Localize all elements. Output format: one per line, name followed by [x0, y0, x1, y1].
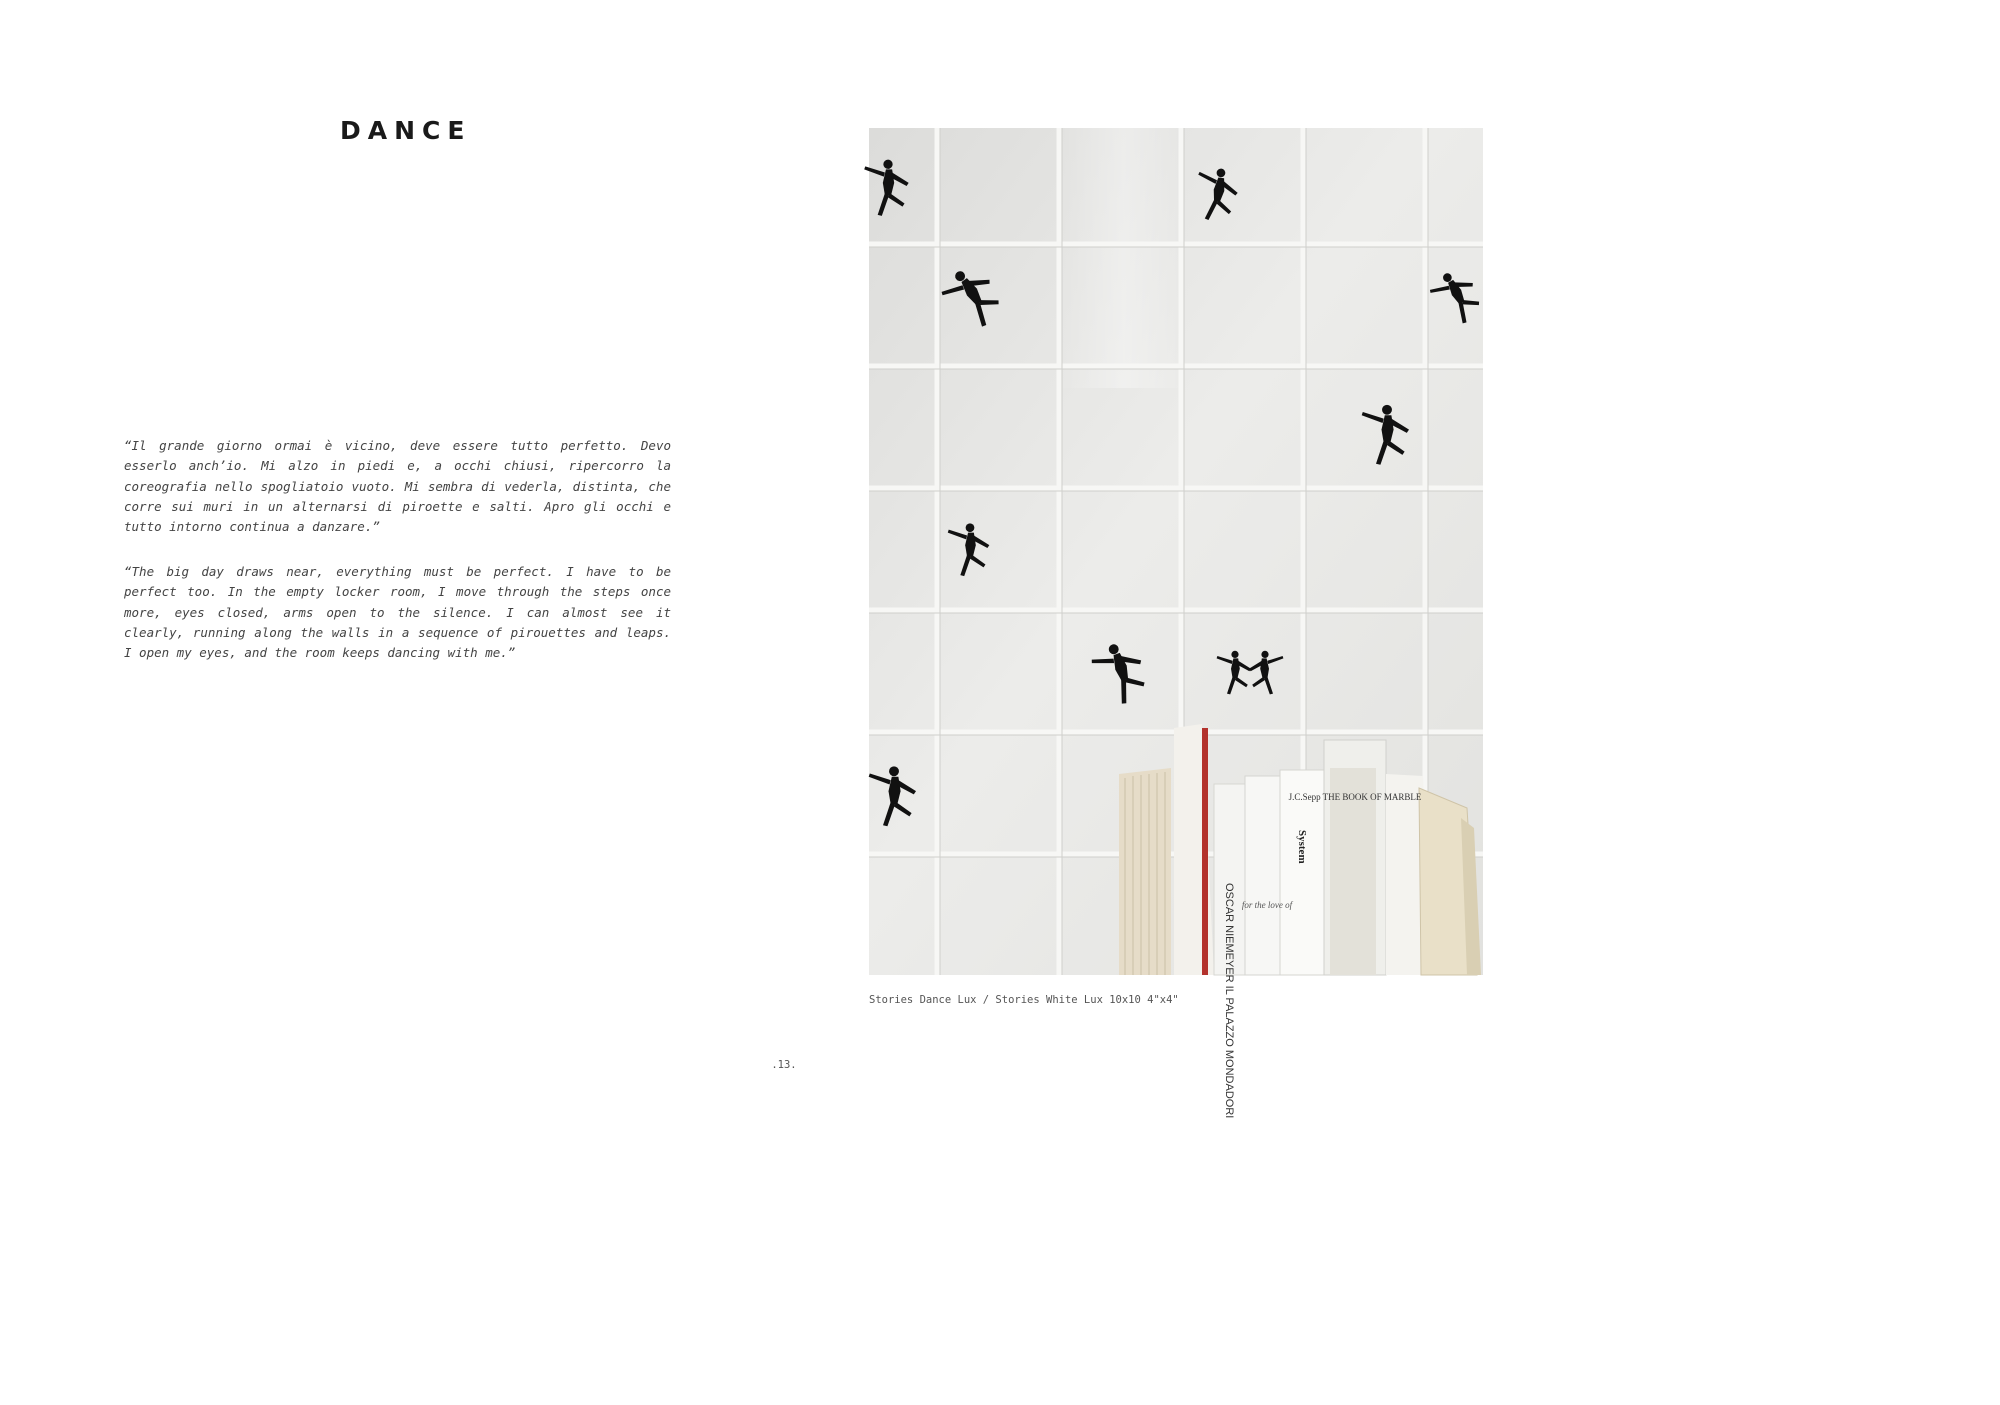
page-title: DANCE: [340, 116, 472, 145]
tile-gloss-highlight: [1059, 128, 1189, 388]
book-pages: [1119, 768, 1171, 975]
book-edge: [1202, 728, 1208, 975]
book-spine-text: J.C.Sepp THE BOOK OF MARBLE: [1288, 792, 1422, 802]
quote-italian: “Il grande giorno ormai è vicino, deve essere tutto perfetto. Devo esserlo anch’io. Mi alzo in piedi e, a occhi chiusi, ripercorro la coreografia nello spogliatoio vuoto. Mi sembra di vederla, distinta, che corre sui muri in un alternarsi di piroette e salti. Apro gli occhi e tutto intorno continua a danzare.”: [124, 438, 671, 535]
book-spine-text: OSCAR NIEMEYER IL PALAZZO MONDADORI: [1223, 883, 1235, 1119]
quote-english: “The big day draws near, everything must be perfect. I have to be perfect too. In the empty locker room, I move through the steps once more, eyes closed, arms open to the silence. I can almost see it clearly, running along the walls in a sequence of pirouettes and leaps. I open my eyes, and the room keeps dancing with me.”: [124, 564, 671, 661]
book-spine-text: for the love of: [1241, 900, 1293, 910]
image-caption: Stories Dance Lux / Stories White Lux 10x10 4"x4": [869, 994, 1179, 1006]
book-spine-text: System: [1296, 830, 1308, 864]
book: [1245, 776, 1281, 975]
page-number: .13.: [771, 1059, 797, 1071]
